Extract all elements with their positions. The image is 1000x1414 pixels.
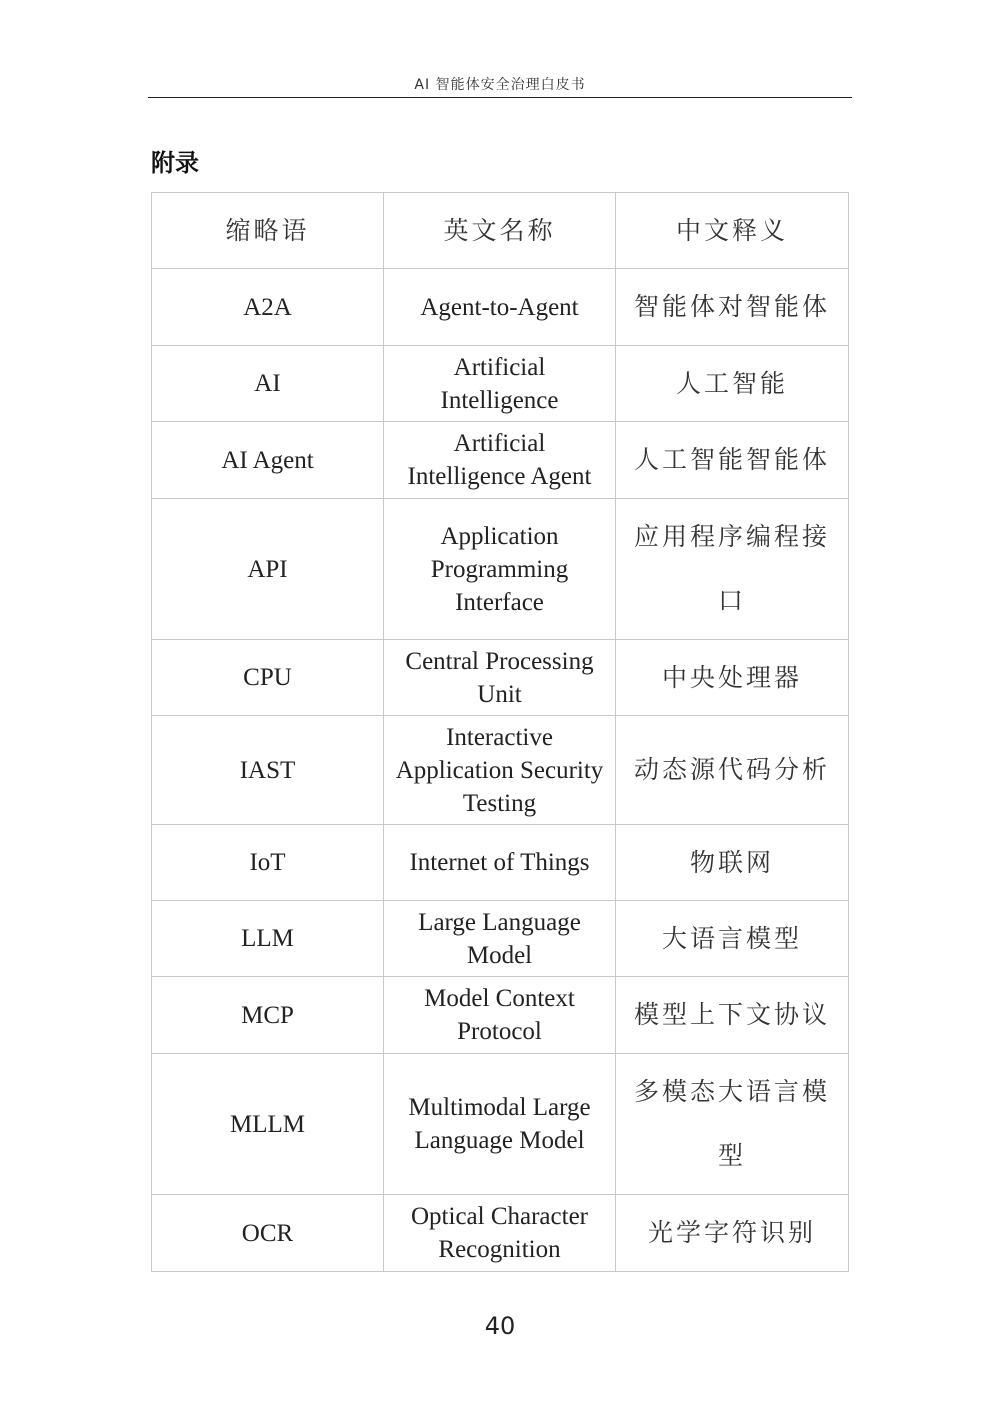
chinese-cell: 物联网: [616, 825, 849, 901]
abbr-cell: MCP: [152, 977, 384, 1054]
english-cell: Large Language Model: [384, 901, 616, 977]
table-row: [152, 499, 849, 640]
page-number: 40: [484, 1312, 516, 1340]
column-header-chinese: 中文释义: [616, 193, 849, 269]
english-cell: Interactive Application Security Testing: [384, 716, 616, 825]
english-cell: Artificial Intelligence Agent: [384, 422, 616, 499]
header-rule: [148, 97, 852, 98]
table-row: [152, 346, 849, 422]
abbr-cell: API: [152, 499, 384, 640]
english-cell: Central Processing Unit: [384, 640, 616, 716]
table-row: [152, 1195, 849, 1272]
english-cell: Optical Character Recognition: [384, 1195, 616, 1272]
table-row: [152, 422, 849, 499]
abbreviation-table: [151, 192, 849, 1272]
section-title: 附录: [151, 149, 199, 177]
column-header-english: 英文名称: [384, 193, 616, 269]
table-row: [152, 640, 849, 716]
english-cell: Agent-to-Agent: [384, 269, 616, 346]
table-row: [152, 1054, 849, 1195]
table-row: [152, 977, 849, 1054]
chinese-cell: 智能体对智能体: [616, 269, 849, 346]
chinese-cell: 中央处理器: [616, 640, 849, 716]
chinese-cell: 多模态大语言模型: [616, 1054, 849, 1195]
english-cell: Model Context Protocol: [384, 977, 616, 1054]
column-header-abbr: 缩略语: [152, 193, 384, 269]
chinese-cell: 人工智能智能体: [616, 422, 849, 499]
chinese-cell: 大语言模型: [616, 901, 849, 977]
abbr-cell: A2A: [152, 269, 384, 346]
table-header-row: [152, 193, 849, 269]
chinese-cell: 人工智能: [616, 346, 849, 422]
chinese-cell: 模型上下文协议: [616, 977, 849, 1054]
abbr-cell: MLLM: [152, 1054, 384, 1195]
running-header: AI 智能体安全治理白皮书: [414, 77, 586, 93]
table-row: [152, 825, 849, 901]
abbr-cell: LLM: [152, 901, 384, 977]
abbr-cell: AI: [152, 346, 384, 422]
chinese-cell: 动态源代码分析: [616, 716, 849, 825]
abbr-cell: OCR: [152, 1195, 384, 1272]
chinese-cell: 光学字符识别: [616, 1195, 849, 1272]
table-row: [152, 269, 849, 346]
abbr-cell: AI Agent: [152, 422, 384, 499]
table-row: [152, 901, 849, 977]
english-cell: Internet of Things: [384, 825, 616, 901]
table-row: [152, 716, 849, 825]
english-cell: Multimodal Large Language Model: [384, 1054, 616, 1195]
abbr-cell: IAST: [152, 716, 384, 825]
abbr-cell: CPU: [152, 640, 384, 716]
english-cell: Application Programming Interface: [384, 499, 616, 640]
english-cell: Artificial Intelligence: [384, 346, 616, 422]
chinese-cell: 应用程序编程接口: [616, 499, 849, 640]
abbr-cell: IoT: [152, 825, 384, 901]
